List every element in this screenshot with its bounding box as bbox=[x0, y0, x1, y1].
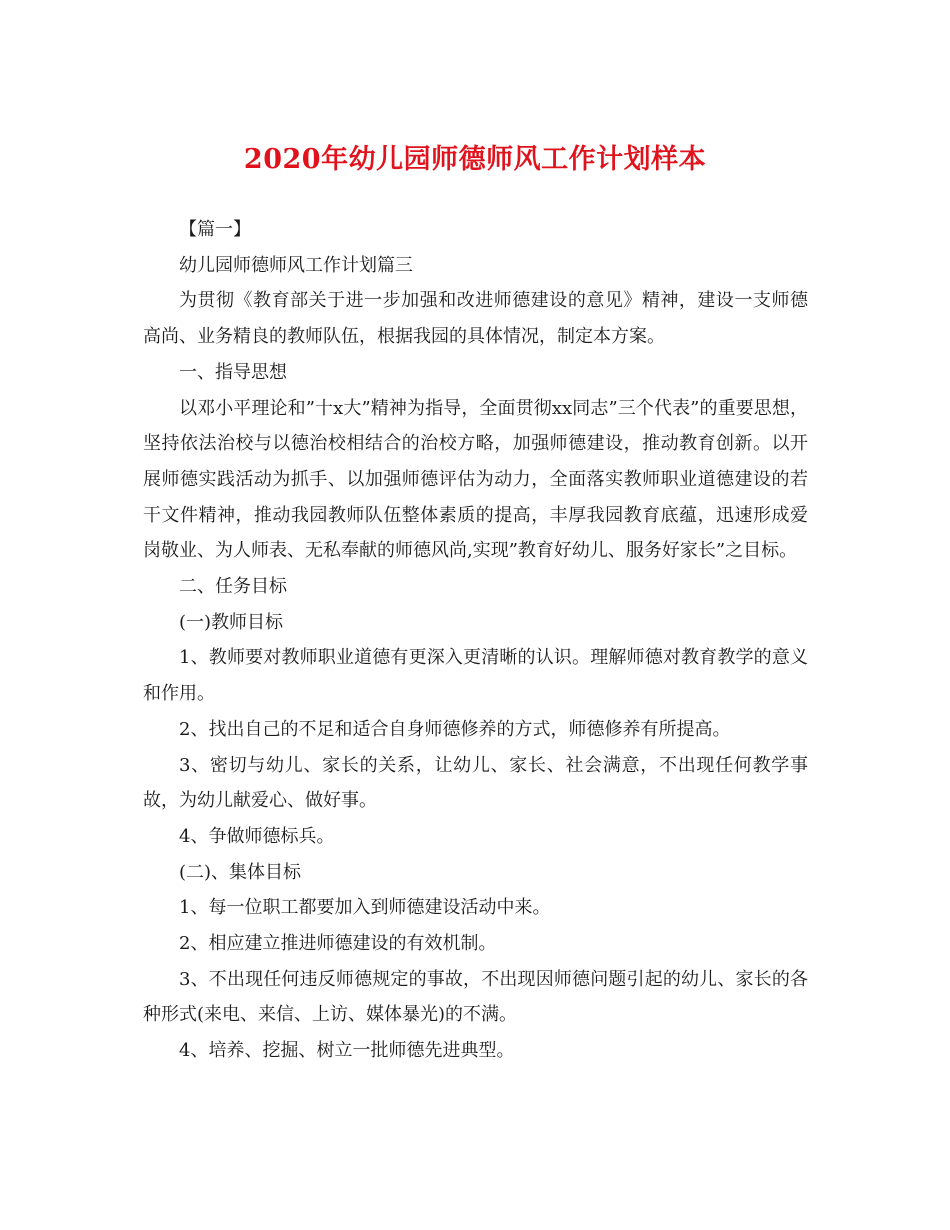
document-title: 2020年幼儿园师德师风工作计划样本 bbox=[243, 144, 707, 175]
subtitle-paragraph: 幼儿园师德师风工作计划篇三 bbox=[179, 254, 413, 276]
intro-paragraph: 为贯彻《教育部关于进一步加强和改进师德建设的意见》精神，建设一支师德高尚、业务精良的教师队伍，根据我园的具体情况，制定本方案。 bbox=[143, 290, 808, 348]
teacher-goal-item: 2、找出自己的不足和适合自身师德修养的方式，师德修养有所提高。 bbox=[179, 718, 731, 740]
collective-goal-item: 2、相应建立推进师德建设的有效机制。 bbox=[179, 933, 497, 955]
subheading-collective-goals: (二)、集体目标 bbox=[179, 861, 302, 883]
teacher-goal-item: 1、教师要对教师职业道德有更深入更清晰的认识。理解师德对教育教学的意义和作用。 bbox=[143, 647, 808, 705]
collective-goal-item: 4、培养、挖掘、树立一批师德先进典型。 bbox=[179, 1040, 515, 1062]
guiding-ideology-paragraph: 以邓小平理论和”十x大”精神为指导，全面贯彻xx同志”三个代表”的重要思想，坚持依法治校与以德治校相结合的治校方略，加强师德建设，推动教育创新。以开展师德实践活动为抓手、以加强师德评估为动力，全面落实教师职业道德建设的若干文件精神，推动我园教师队伍整体素质的提高，丰厚我园教育底蕴，迅速形成爱岗敬业、为人师表、无私奉献的师德风尚,实现”教育好幼儿、服务好家长”之目标。 bbox=[143, 397, 808, 562]
teacher-goal-item: 3、密切与幼儿、家长的关系，让幼儿、家长、社会满意，不出现任何教学事故，为幼儿献爱心、做好事。 bbox=[143, 754, 808, 812]
section-label: 【篇一】 bbox=[179, 219, 251, 240]
heading-guiding-ideology: 一、指导思想 bbox=[179, 361, 287, 383]
heading-task-goals: 二、任务目标 bbox=[179, 576, 287, 598]
teacher-goal-item: 4、争做师德标兵。 bbox=[179, 825, 335, 847]
subheading-teacher-goals: (一)教师目标 bbox=[179, 611, 284, 633]
collective-goal-item: 1、每一位职工都要加入到师德建设活动中来。 bbox=[179, 897, 551, 919]
collective-goal-item: 3、不出现任何违反师德规定的事故，不出现因师德问题引起的幼儿、家长的各种形式(来电、来信、上访、媒体暴光)的不满。 bbox=[143, 968, 808, 1026]
document-body bbox=[143, 212, 808, 1069]
